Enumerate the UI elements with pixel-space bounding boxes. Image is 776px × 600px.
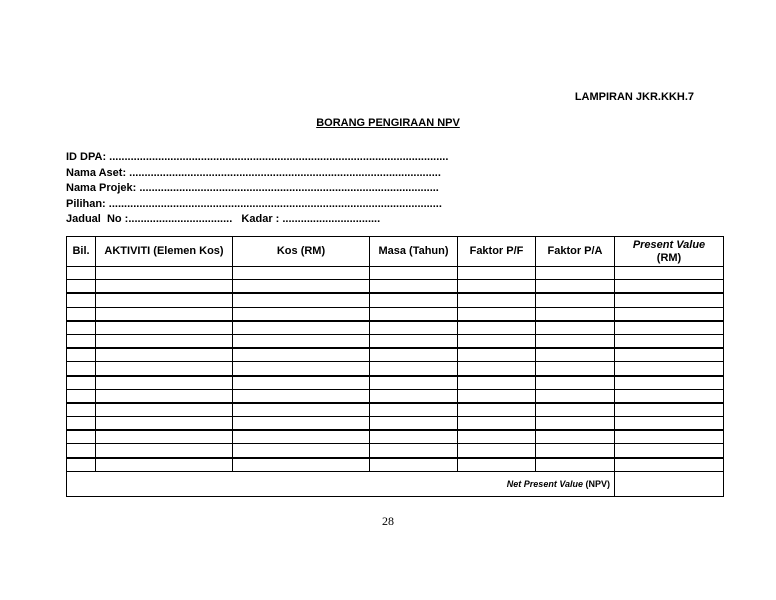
cell-bil[interactable] [67,417,96,431]
cell-present-value[interactable] [615,458,724,472]
cell-aktiviti[interactable] [96,376,233,390]
cell-aktiviti[interactable] [96,334,233,348]
form-fields [66,150,448,228]
present-value-unit: (RM) [656,251,682,264]
cell-masa[interactable] [370,321,458,335]
col-header-kos: Kos (RM) [233,237,370,267]
cell-kos[interactable] [233,280,370,294]
npv-label-italic: Net Present Value [506,478,583,489]
cell-aktiviti[interactable] [96,444,233,458]
cell-aktiviti[interactable] [96,458,233,472]
cell-faktor-pa[interactable] [536,307,615,321]
table-row [67,321,724,335]
table-row [67,458,724,472]
table-row [67,293,724,307]
cell-present-value[interactable] [615,280,724,294]
cell-masa[interactable] [370,307,458,321]
cell-kos[interactable] [233,267,370,280]
cell-faktor-pf[interactable] [458,334,536,348]
cell-kos[interactable] [233,293,370,307]
cell-bil[interactable] [67,334,96,348]
table-row [67,417,724,431]
cell-faktor-pa[interactable] [536,389,615,403]
cell-aktiviti[interactable] [96,307,233,321]
cell-present-value[interactable] [615,444,724,458]
table-body [67,267,724,472]
cell-kos[interactable] [233,389,370,403]
cell-faktor-pf[interactable] [458,307,536,321]
cell-kos[interactable] [233,362,370,376]
cell-faktor-pa[interactable] [536,403,615,417]
cell-aktiviti[interactable] [96,280,233,294]
col-header-faktor-pa: Faktor P/A [536,237,615,267]
cell-bil[interactable] [67,444,96,458]
cell-faktor-pa[interactable] [536,348,615,362]
cell-faktor-pf[interactable] [458,267,536,280]
cell-bil[interactable] [67,458,96,472]
cell-faktor-pf[interactable] [458,321,536,335]
table-row [67,334,724,348]
cell-aktiviti[interactable] [96,417,233,431]
cell-faktor-pa[interactable] [536,321,615,335]
col-header-masa: Masa (Tahun) [370,237,458,267]
table-row [67,444,724,458]
cell-kos[interactable] [233,376,370,390]
cell-masa[interactable] [370,362,458,376]
table-row [67,362,724,376]
cell-kos[interactable] [233,321,370,335]
cell-kos[interactable] [233,430,370,444]
cell-faktor-pa[interactable] [536,293,615,307]
cell-faktor-pa[interactable] [536,362,615,376]
cell-masa[interactable] [370,458,458,472]
table-row [67,430,724,444]
cell-aktiviti[interactable] [96,267,233,280]
npv-value-cell[interactable] [615,471,724,496]
cell-faktor-pa[interactable] [536,458,615,472]
cell-masa[interactable] [370,334,458,348]
cell-present-value[interactable] [615,307,724,321]
field-id-dpa: ID DPA: ............................................................................................................... [66,151,449,163]
field-nama-projek: Nama Projek: .................................................................................................. [66,182,439,194]
cell-kos[interactable] [233,417,370,431]
field-nama-aset: Nama Aset: ...................................................................................................... [66,166,441,179]
cell-faktor-pf[interactable] [458,376,536,390]
col-header-present-value [615,237,724,267]
cell-masa[interactable] [370,348,458,362]
cell-present-value[interactable] [615,321,724,335]
col-header-faktor-pf: Faktor P/F [458,237,536,267]
page-number: 28 [382,514,394,528]
cell-present-value[interactable] [615,362,724,376]
cell-faktor-pf[interactable] [458,444,536,458]
present-value-label: Present Value [632,238,706,251]
cell-faktor-pa[interactable] [536,267,615,280]
table-row [67,389,724,403]
npv-footer-row [67,471,724,496]
cell-kos[interactable] [233,348,370,362]
cell-bil[interactable] [67,403,96,417]
cell-faktor-pf[interactable] [458,293,536,307]
table-row [67,403,724,417]
cell-aktiviti[interactable] [96,403,233,417]
cell-present-value[interactable] [615,348,724,362]
cell-faktor-pa[interactable] [536,417,615,431]
cell-aktiviti[interactable] [96,293,233,307]
cell-faktor-pf[interactable] [458,280,536,294]
cell-bil[interactable] [67,267,96,280]
cell-present-value[interactable] [615,417,724,431]
cell-bil[interactable] [67,307,96,321]
cell-faktor-pa[interactable] [536,430,615,444]
table-header-row [67,237,724,267]
cell-bil[interactable] [67,430,96,444]
cell-present-value[interactable] [615,267,724,280]
npv-table [66,236,724,497]
cell-aktiviti[interactable] [96,389,233,403]
cell-aktiviti[interactable] [96,348,233,362]
cell-present-value[interactable] [615,403,724,417]
cell-bil[interactable] [67,348,96,362]
form-title: BORANG PENGIRAAN NPV [316,117,460,129]
table-row [67,348,724,362]
cell-aktiviti[interactable] [96,362,233,376]
cell-present-value[interactable] [615,293,724,307]
npv-label-cell [67,471,615,496]
cell-faktor-pa[interactable] [536,280,615,294]
cell-present-value[interactable] [615,430,724,444]
cell-masa[interactable] [370,444,458,458]
npv-label-abbr: (NPV) [583,478,610,489]
cell-masa[interactable] [370,417,458,431]
cell-faktor-pf[interactable] [458,458,536,472]
cell-faktor-pf[interactable] [458,403,536,417]
cell-masa[interactable] [370,389,458,403]
cell-faktor-pa[interactable] [536,376,615,390]
cell-faktor-pa[interactable] [536,444,615,458]
cell-faktor-pa[interactable] [536,334,615,348]
cell-kos[interactable] [233,307,370,321]
cell-masa[interactable] [370,430,458,444]
cell-kos[interactable] [233,403,370,417]
cell-bil[interactable] [67,389,96,403]
cell-masa[interactable] [370,293,458,307]
cell-aktiviti[interactable] [96,321,233,335]
cell-kos[interactable] [233,444,370,458]
cell-present-value[interactable] [615,389,724,403]
cell-faktor-pf[interactable] [458,348,536,362]
cell-present-value[interactable] [615,376,724,390]
cell-masa[interactable] [370,267,458,280]
col-header-aktiviti: AKTIVITI (Elemen Kos) [96,237,233,267]
cell-bil[interactable] [67,362,96,376]
table-row [67,307,724,321]
col-header-bil: Bil. [67,237,96,267]
cell-masa[interactable] [370,376,458,390]
cell-masa[interactable] [370,403,458,417]
field-jadual-kadar: Jadual No :.................................. Kadar : ................................ [66,213,381,225]
table-row [67,280,724,294]
cell-present-value[interactable] [615,334,724,348]
lampiran-label: LAMPIRAN JKR.KKH.7 [574,91,694,103]
cell-bil[interactable] [67,376,96,390]
cell-bil[interactable] [67,321,96,335]
cell-faktor-pf[interactable] [458,362,536,376]
cell-kos[interactable] [233,334,370,348]
cell-masa[interactable] [370,280,458,294]
table-row [67,376,724,390]
cell-kos[interactable] [233,458,370,472]
cell-bil[interactable] [67,293,96,307]
cell-aktiviti[interactable] [96,430,233,444]
field-pilihan: Pilihan: ............................................................................................................. [66,197,442,210]
cell-bil[interactable] [67,280,96,294]
cell-faktor-pf[interactable] [458,389,536,403]
table-row [67,267,724,280]
cell-faktor-pf[interactable] [458,430,536,444]
cell-faktor-pf[interactable] [458,417,536,431]
